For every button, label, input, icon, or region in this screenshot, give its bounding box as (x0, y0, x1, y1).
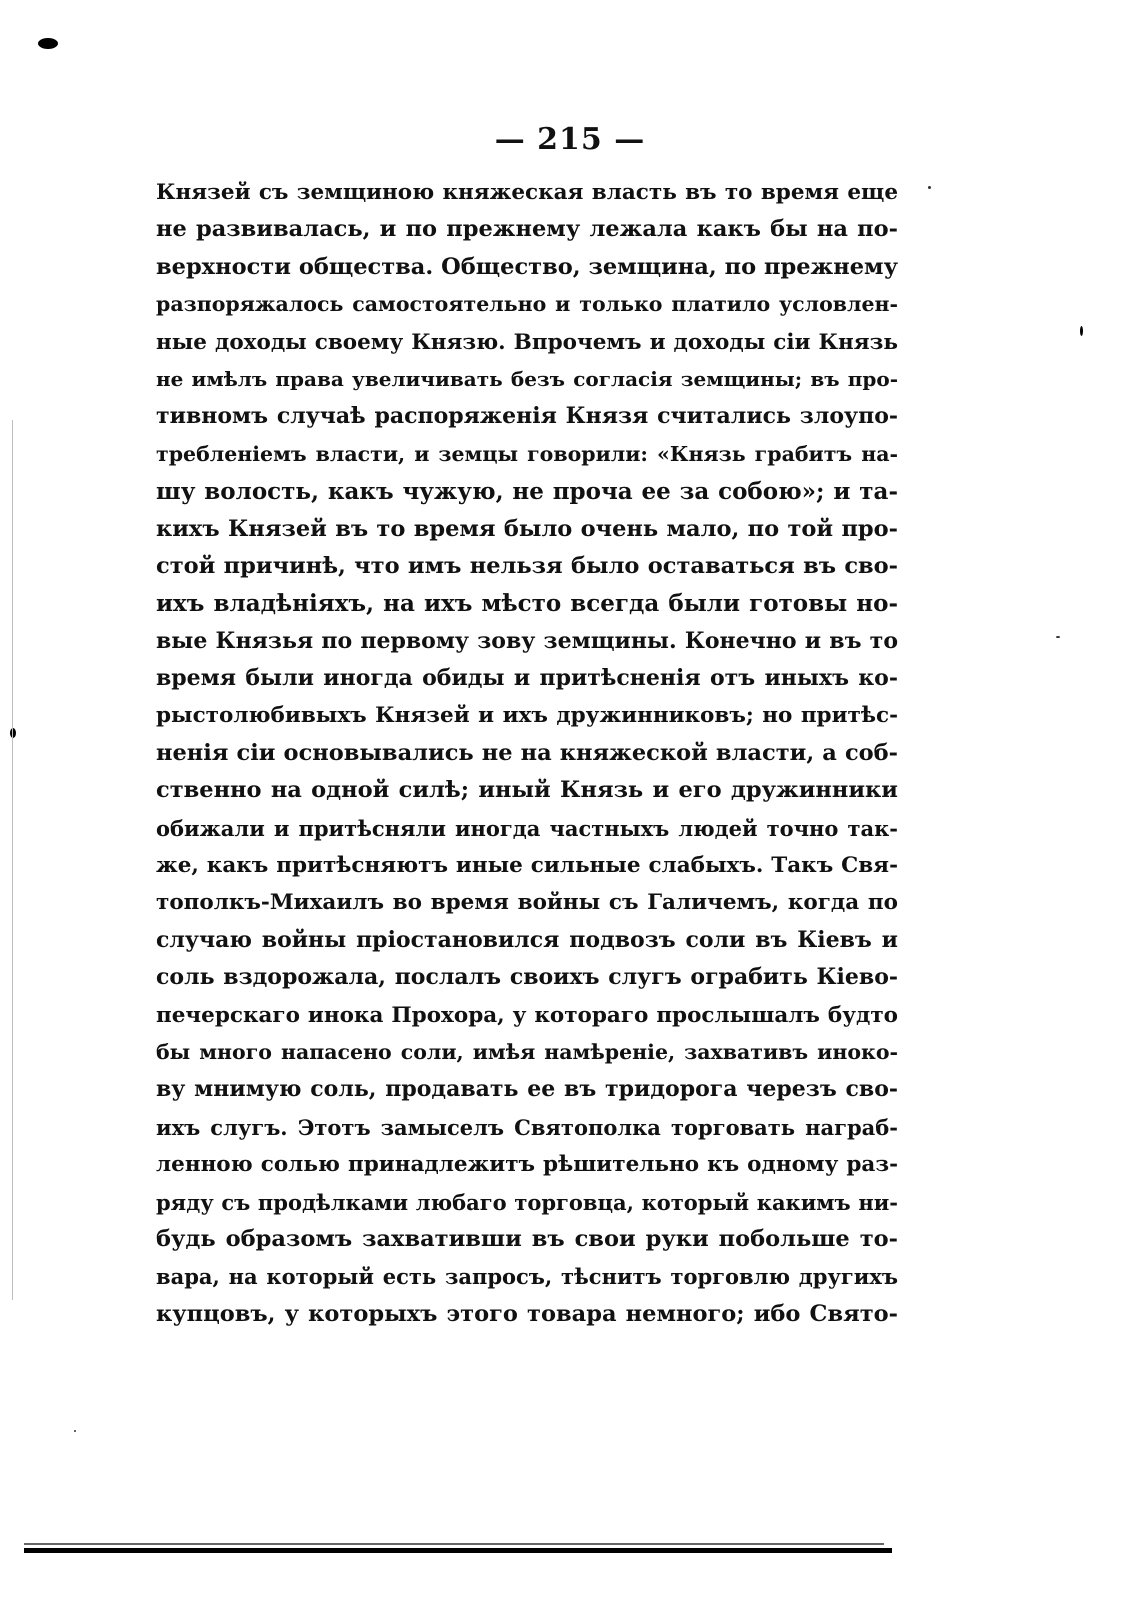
ink-speck (1056, 636, 1060, 638)
text-line: же, какъ притѣсняютъ иные сильные слабыхъ. Такъ Свя- (156, 853, 898, 879)
bottom-rule (24, 1548, 892, 1553)
text-line: ные доходы своему Князю. Впрочемъ и доходы сіи Князь (156, 329, 898, 355)
text-line: ряду съ продѣлками любаго торговца, который какимъ ни- (156, 1189, 898, 1215)
text-line: не имѣлъ права увеличивать безъ согласія земщины; въ про- (156, 366, 898, 391)
text-line: стой причинѣ, что имъ нельзя было оставаться въ сво- (156, 552, 898, 579)
text-line: разпоряжалось самостоятельно и только платило условлен- (156, 292, 898, 317)
page-number: — 215 — (494, 122, 646, 157)
body-text (156, 174, 898, 1333)
text-line: ненія сіи основывались не на княжеской власти, а соб- (156, 739, 898, 766)
ink-mark (10, 728, 16, 738)
text-line: шу волость, какъ чужую, не проча ее за собою»; и та- (156, 478, 898, 506)
text-line: будь образомъ захвативши въ свои руки побольше то- (156, 1225, 898, 1252)
text-line: ственно на одной силѣ; иный Князь и его дружинники (156, 777, 898, 804)
text-line: рыстолюбивыхъ Князей и ихъ дружинниковъ; но притѣс- (156, 703, 898, 729)
text-line: соль вздорожала, послалъ своихъ слугъ ограбить Кіево- (156, 964, 898, 991)
text-line: не развивалась, и по прежнему лежала какъ бы на по- (156, 216, 898, 243)
text-line: вые Князья по первому зову земщины. Конечно и въ то (156, 627, 898, 654)
text-line: ихъ владѣніяхъ, на ихъ мѣсто всегда были готовы но- (156, 590, 898, 618)
text-line: верхности общества. Общество, земщина, по прежнему (156, 253, 898, 280)
bottom-rule-shadow (24, 1543, 884, 1545)
text-line: кихъ Князей въ то время было очень мало, по той про- (156, 515, 898, 542)
ink-speck (74, 1430, 76, 1432)
ink-blot (38, 38, 58, 49)
text-line: ихъ слугъ. Этотъ замыселъ Святополка торговать награб- (156, 1114, 898, 1140)
text-line: время были иногда обиды и притѣсненія отъ иныхъ ко- (156, 665, 898, 692)
text-line: ву мнимую соль, продавать ее въ тридорога черезъ сво- (156, 1076, 898, 1103)
text-line: случаю войны пріостановился подвозъ соли въ Кіевъ и (156, 926, 898, 953)
text-line: вара, на который есть запросъ, тѣснитъ торговлю другихъ (156, 1264, 898, 1290)
ink-speck (928, 186, 931, 189)
text-line: тивномъ случаѣ распоряженія Князя считались злоупо- (156, 403, 898, 430)
text-line: печерскаго инока Прохора, у котораго прослышалъ будто (156, 1002, 898, 1028)
text-line: тополкъ-Михаилъ во время войны съ Галичемъ, когда по (156, 890, 898, 916)
text-line: требленіемъ власти, и земцы говорили: «Князь грабитъ на- (156, 441, 898, 466)
text-line: Князей съ земщиною княжеская власть въ то время еще (156, 180, 898, 205)
text-line: ленною солью принадлежитъ рѣшительно къ одному раз- (156, 1152, 898, 1178)
text-line: обижали и притѣсняли иногда частныхъ людей точно так- (156, 815, 898, 841)
text-line: купцовъ, у которыхъ этого товара немного; ибо Свято- (156, 1300, 898, 1327)
page-edge-shadow (12, 420, 13, 1300)
ink-mark (1080, 326, 1083, 336)
text-line: бы много напасено соли, имѣя намѣреніе, захвативъ иноко- (156, 1039, 898, 1064)
